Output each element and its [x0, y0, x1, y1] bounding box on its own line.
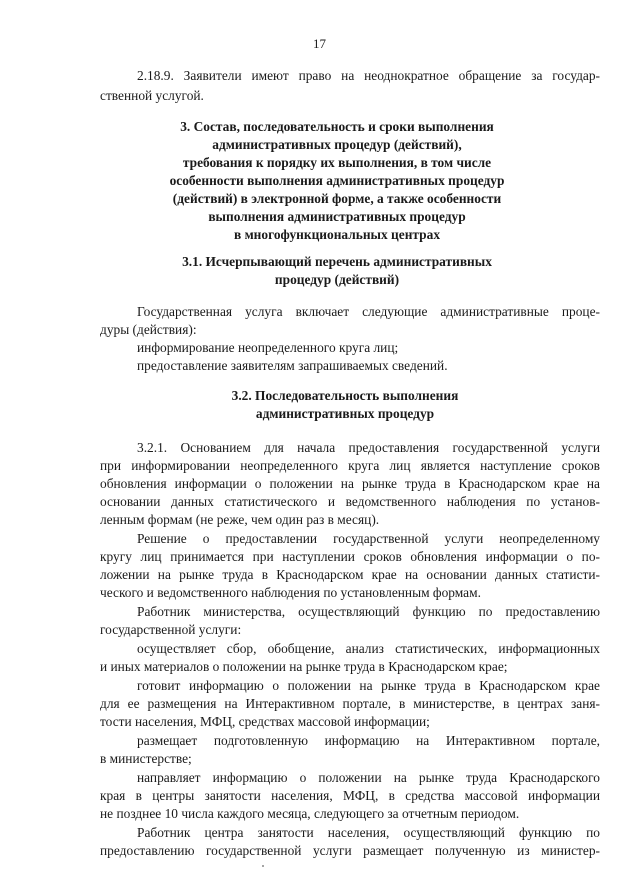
heading-line: выполнения административных процедур [208, 209, 466, 224]
heading-line: процедур (действий) [274, 272, 400, 287]
heading-line: 3. Состав, последовательность и сроки выполнения [180, 119, 494, 134]
page-number: 17 [313, 36, 326, 51]
heading-line: административных процедур [255, 406, 435, 421]
heading-line: требования к порядку их выполнения, в том числе [182, 155, 492, 170]
text-line: государственной услуги: [100, 622, 242, 637]
heading-line: 3.1. Исчерпывающий перечень административных [182, 254, 492, 269]
text-line: Работник министерства, осуществляющий функцию по предоставлению [137, 604, 600, 619]
text-line: готовит информацию о положении на рынке труда в Краснодарском крае [137, 678, 600, 693]
text-line: предоставление заявителям запрашиваемых сведений. [137, 358, 448, 373]
scan-artifact [262, 865, 264, 867]
text-line: Решение о предоставлении государственной услуги неопределенному [137, 531, 600, 546]
text-line: края в центры занятости населения, МФЦ, в средства массовой информации [100, 788, 600, 803]
text-line: Работник центра занятости населения, осуществляющий функцию по [137, 825, 600, 840]
heading-line: особенности выполнения административных процедур [169, 173, 505, 188]
heading-line: (действий) в электронной форме, а также особенности [172, 191, 502, 206]
text-line: дуры (действия): [100, 322, 197, 337]
text-line: при информировании неопределенного круга лиц является наступление сроков [100, 458, 600, 473]
text-line: направляет информацию о положении на рынке труда Краснодарского [137, 770, 600, 785]
text-line: Государственная услуга включает следующие административные проце- [137, 304, 600, 319]
text-line: не позднее 10 числа каждого месяца, следующего за отчетным периодом. [100, 806, 520, 821]
text-line: ленным формам (не реже, чем один раз в месяц). [100, 512, 380, 527]
text-line: тости населения, МФЦ, средствах массовой информации; [100, 714, 430, 729]
text-line: 2.18.9. Заявители имеют право на неоднократное обращение за государ- [137, 68, 600, 83]
text-line: в министерстве; [100, 751, 192, 766]
text-line: основании данных статистического и ведомственного наблюдения по установ- [100, 494, 600, 509]
text-line: ложении на рынке труда в Краснодарском крае на основании данных статисти- [100, 567, 600, 582]
text-line: ческого и ведомственного наблюдения по установленным формам. [100, 585, 481, 600]
text-line: информирование неопределенного круга лиц; [137, 340, 399, 355]
heading-line: в многофункциональных центрах [233, 227, 441, 242]
heading-line: 3.2. Последовательность выполнения [231, 388, 459, 403]
text-line: размещает подготовленную информацию на Интерактивном портале, [137, 733, 600, 748]
text-line: 3.2.1. Основанием для начала предоставления государственной услуги [137, 440, 600, 455]
text-line: и иных материалов о положении на рынке труда в Краснодарском крае; [100, 659, 508, 674]
text-line: для ее размещения на Интерактивном портале, в министерстве, в центрах заня- [100, 696, 600, 711]
text-line: обновления информации о положении на рынке труда в Краснодарском крае на [100, 476, 600, 491]
text-line: ственной услугой. [100, 88, 204, 103]
text-line: предоставлению государственной услуги размещает полученную из министер- [100, 843, 600, 858]
text-line: осуществляет сбор, обобщение, анализ статистических, информационных [137, 641, 600, 656]
text-line: кругу лиц принимается при наступлении сроков обновления информации о по- [100, 549, 600, 564]
heading-line: административных процедур (действий), [212, 137, 462, 152]
